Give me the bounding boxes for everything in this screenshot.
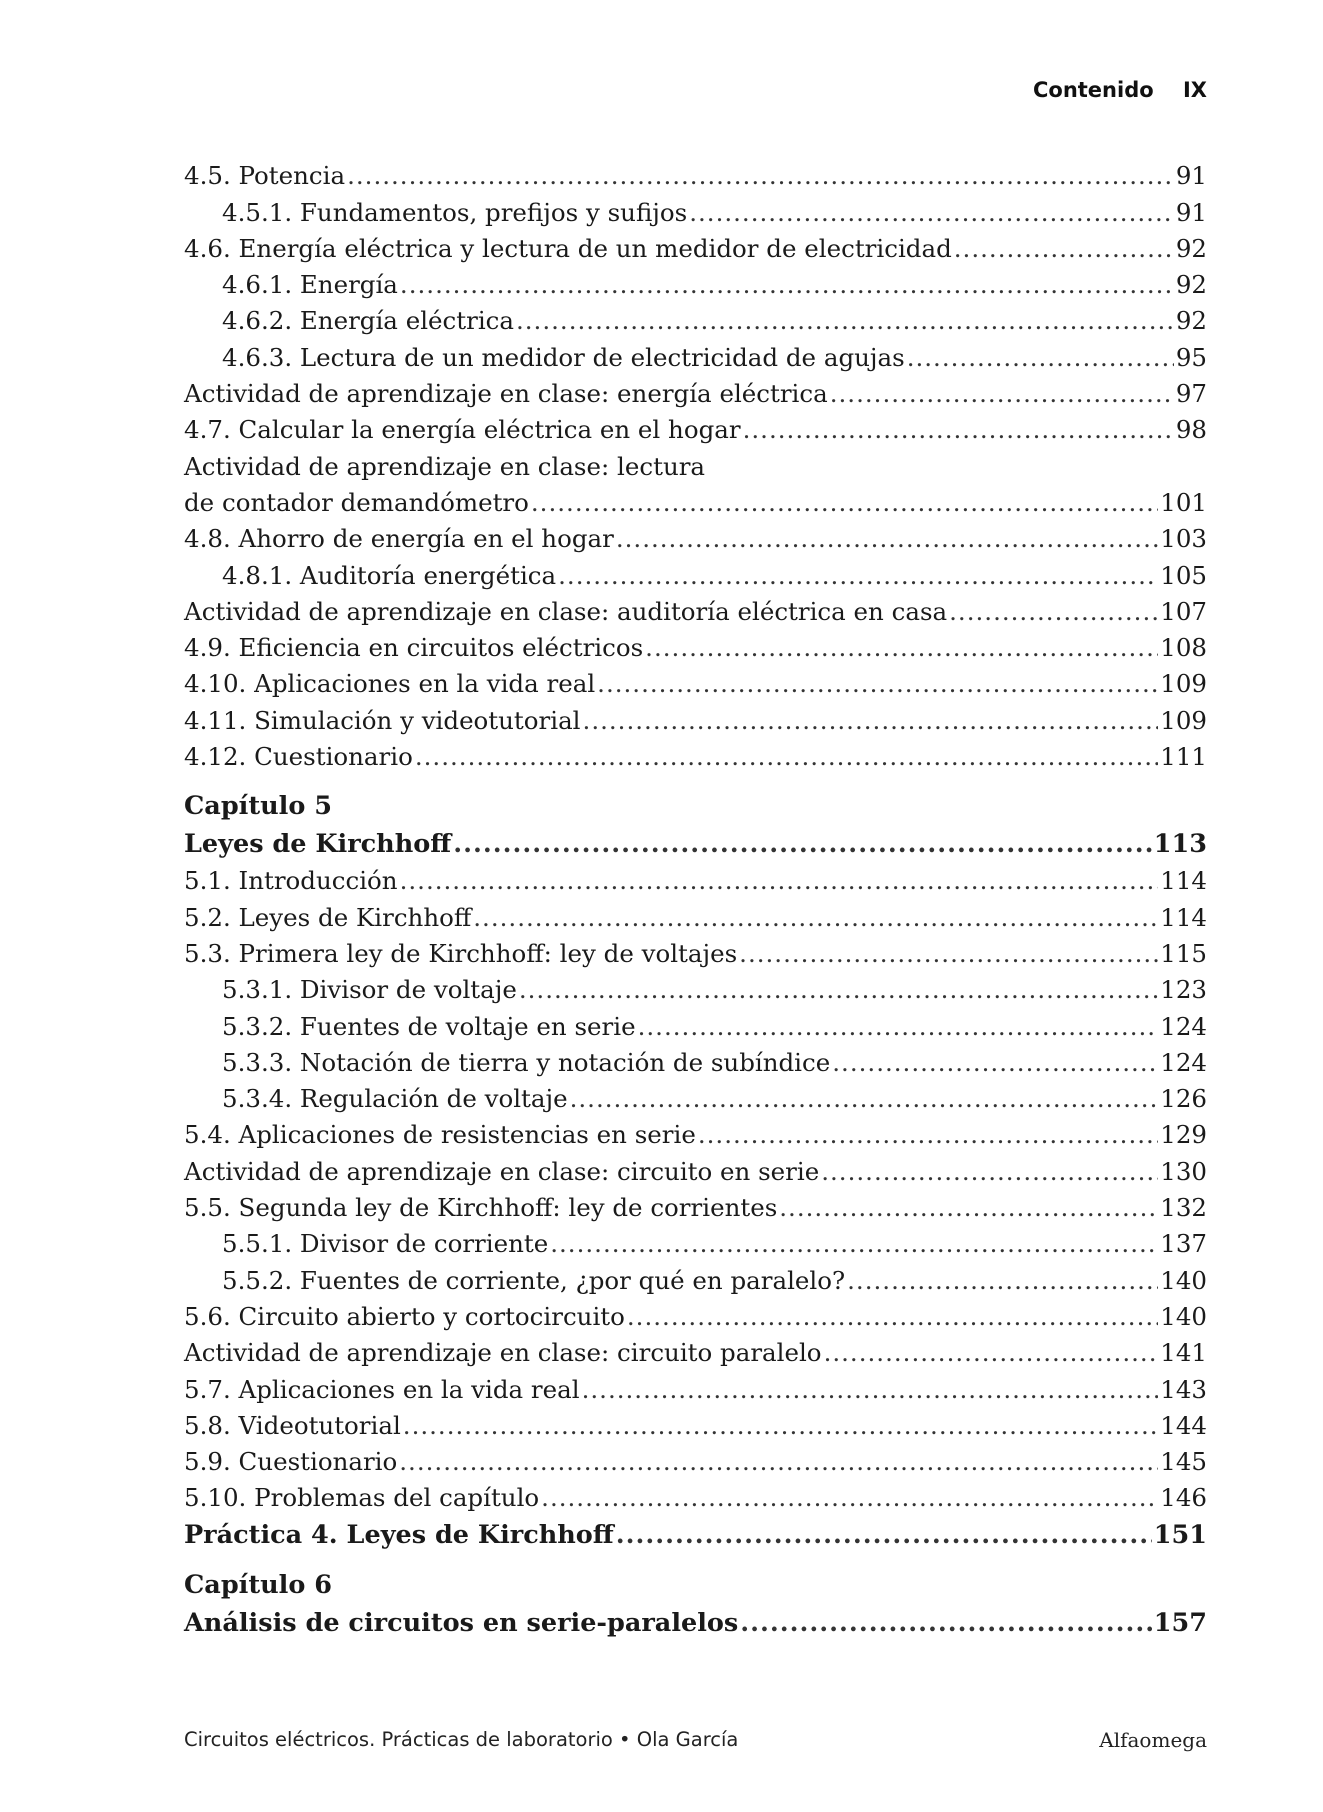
toc-entry[interactable] [184, 821, 1207, 859]
dot-leader [415, 742, 1158, 771]
toc-entry-title: Actividad de aprendizaje en clase: circuito en serie [184, 1156, 820, 1186]
toc-entry-title: 5.5. Segunda ley de Kirchhoff: ley de corrientes [184, 1193, 778, 1223]
toc-entry[interactable] [184, 190, 1207, 226]
toc-entry-title: 5.2. Leyes de Kirchhoff [184, 902, 472, 932]
dot-leader [824, 1338, 1159, 1367]
toc-entry[interactable] [184, 932, 1207, 968]
dot-leader [627, 1302, 1158, 1331]
toc-entry[interactable] [184, 590, 1207, 626]
toc-entry-title: 5.6. Circuito abierto y cortocircuito [184, 1301, 625, 1331]
toc-entry-title: 5.3.4. Regulación de voltaje [222, 1084, 568, 1114]
toc-entry[interactable] [184, 1476, 1207, 1512]
toc-entry[interactable] [184, 263, 1207, 299]
toc-entry-title: Actividad de aprendizaje en clase: circuito paralelo [184, 1338, 822, 1368]
toc-page-number: 144 [1160, 1410, 1207, 1440]
chapter-heading: Capítulo 6 [184, 1570, 332, 1601]
running-header [1033, 78, 1207, 102]
toc-entry-title: 4.8.1. Auditoría energética [222, 560, 557, 590]
dot-leader [519, 975, 1158, 1004]
toc-entry[interactable] [184, 517, 1207, 553]
toc-entry-title: 4.12. Cuestionario [184, 742, 413, 772]
toc-entry-title: de contador demandómetro [184, 487, 529, 517]
toc-entry[interactable] [184, 1077, 1207, 1113]
toc-entry-title: Actividad de aprendizaje en clase: auditoría eléctrica en casa [184, 596, 948, 626]
header-title: Contenido [1032, 78, 1154, 102]
toc-entry-title: 5.1. Introducción [184, 866, 398, 896]
toc-page-number: 95 [1175, 342, 1207, 372]
toc-entry[interactable] [184, 1004, 1207, 1040]
dot-leader [616, 524, 1158, 553]
toc-page-number: 140 [1160, 1265, 1207, 1295]
toc-page-number: 143 [1160, 1374, 1207, 1404]
dot-leader [516, 306, 1174, 335]
footer-publisher: Alfaomega [1099, 1728, 1207, 1752]
toc-page-number: 157 [1153, 1608, 1207, 1639]
toc-entry-title: 4.6.1. Energía [222, 270, 398, 300]
toc-page-number: 92 [1175, 233, 1207, 263]
toc-entry[interactable] [184, 662, 1207, 698]
dot-leader [740, 1608, 1151, 1638]
dot-leader [347, 161, 1174, 190]
dot-leader [403, 1411, 1158, 1440]
toc-entry-title: 5.5.2. Fuentes de corriente, ¿por qué en paralelo? [222, 1265, 846, 1295]
dot-leader [821, 1157, 1158, 1186]
toc-entry-title: 4.8. Ahorro de energía en el hogar [184, 524, 614, 554]
toc-entry-title: 4.6.3. Lectura de un medidor de electricidad de agujas [222, 342, 905, 372]
dot-leader [570, 1084, 1159, 1113]
footer-book-title: Circuitos eléctricos. Prácticas de laboratorio • Ola García [184, 1728, 739, 1751]
toc-page-number: 109 [1160, 669, 1207, 699]
toc-page-number: 108 [1160, 633, 1207, 663]
dot-leader [582, 1375, 1159, 1404]
chapter-gap [184, 1550, 1207, 1562]
toc-page-number: 145 [1160, 1447, 1207, 1477]
toc-entry[interactable] [184, 1295, 1207, 1331]
toc-page-number: 140 [1160, 1301, 1207, 1331]
dot-leader [616, 1520, 1152, 1550]
dot-leader [832, 1048, 1158, 1077]
dot-leader [954, 234, 1174, 263]
toc-entry[interactable] [184, 1367, 1207, 1403]
toc-entry[interactable] [184, 1041, 1207, 1077]
toc-page-number: 103 [1160, 524, 1207, 554]
dot-leader [638, 1012, 1159, 1041]
toc-entry[interactable] [184, 372, 1207, 408]
toc-entry[interactable] [184, 968, 1207, 1004]
toc-entry-title: 4.11. Simulación y videotutorial [184, 705, 581, 735]
dot-leader [583, 706, 1159, 735]
toc-entry-title: Actividad de aprendizaje en clase: lectura [184, 451, 706, 481]
dot-leader [689, 198, 1174, 227]
toc-entry-title: 5.10. Problemas del capítulo [184, 1483, 540, 1513]
toc-page-number: 101 [1160, 487, 1207, 517]
dot-leader [698, 1120, 1158, 1149]
dot-leader [400, 866, 1159, 895]
toc-entry[interactable] [184, 335, 1207, 371]
toc-entry-title: 5.7. Aplicaciones en la vida real [184, 1374, 580, 1404]
toc-page-number: 129 [1160, 1120, 1207, 1150]
toc-page-number: 151 [1153, 1520, 1207, 1551]
toc-entry[interactable] [184, 1331, 1207, 1367]
toc-entry[interactable] [184, 1404, 1207, 1440]
toc-entry[interactable] [184, 698, 1207, 734]
toc-page-number: 111 [1160, 742, 1207, 772]
toc-entry-title: Práctica 4. Leyes de Kirchhoff [184, 1520, 614, 1551]
dot-leader [830, 379, 1174, 408]
toc-entry-title: 5.4. Aplicaciones de resistencias en serie [184, 1120, 696, 1150]
toc-page-number: 105 [1160, 560, 1207, 590]
toc-page-number: 107 [1160, 596, 1207, 626]
toc-entry-title: 5.8. Videotutorial [184, 1410, 401, 1440]
toc-page-number: 115 [1160, 938, 1207, 968]
toc-entry-title: Actividad de aprendizaje en clase: energía eléctrica [184, 379, 828, 409]
toc-entry-title: 5.5.1. Divisor de corriente [222, 1229, 549, 1259]
toc-page-number: 109 [1160, 705, 1207, 735]
dot-leader [949, 597, 1158, 626]
toc-entry-title: 4.7. Calcular la energía eléctrica en el hogar [184, 415, 741, 445]
toc-entry[interactable] [184, 1149, 1207, 1185]
toc-entry-title: 5.3.1. Divisor de voltaje [222, 975, 517, 1005]
toc-entry-title: 4.5.1. Fundamentos, prefijos y sufijos [222, 197, 688, 227]
toc-page-number: 98 [1175, 415, 1207, 445]
toc-entry[interactable] [184, 553, 1207, 589]
dot-leader [550, 1229, 1158, 1258]
toc-entry[interactable] [184, 626, 1207, 662]
dot-leader [473, 903, 1158, 932]
toc-page-number: 146 [1160, 1483, 1207, 1513]
toc-page-number: 92 [1175, 270, 1207, 300]
toc-page-number: 114 [1160, 866, 1207, 896]
toc-page-number: 137 [1160, 1229, 1207, 1259]
toc-page-number: 97 [1175, 379, 1207, 409]
dot-leader [558, 561, 1158, 590]
chapter-gap [184, 771, 1207, 783]
dot-leader [739, 939, 1158, 968]
toc-entry[interactable] [184, 444, 1207, 480]
toc-page-number: 124 [1160, 1047, 1207, 1077]
toc-entry-title: 5.3. Primera ley de Kirchhoff: ley de voltajes [184, 938, 738, 968]
dot-leader [541, 1483, 1158, 1512]
toc-page-number: 123 [1160, 975, 1207, 1005]
toc-entry[interactable] [184, 1222, 1207, 1258]
toc-entry-title: 5.9. Cuestionario [184, 1447, 398, 1477]
toc-page-number: 91 [1175, 161, 1207, 191]
toc-entry-title: Análisis de circuitos en serie-paralelos [184, 1608, 739, 1639]
toc-entry-title: 5.3.2. Fuentes de voltaje en serie [222, 1011, 636, 1041]
dot-leader [645, 633, 1158, 662]
dot-leader [399, 1447, 1158, 1476]
toc-page-number: 114 [1160, 902, 1207, 932]
toc-entry-title: 4.6.2. Energía eléctrica [222, 306, 514, 336]
dot-leader [531, 488, 1158, 517]
toc-page-number: 141 [1160, 1338, 1207, 1368]
toc-entry[interactable] [184, 154, 1207, 190]
header-page-number: IX [1182, 78, 1207, 102]
dot-leader [597, 669, 1158, 698]
dot-leader [779, 1193, 1158, 1222]
toc-entry[interactable] [184, 735, 1207, 771]
toc-page-number: 113 [1153, 829, 1207, 860]
toc-entry[interactable] [184, 299, 1207, 335]
toc-page-number: 92 [1175, 306, 1207, 336]
toc-entry[interactable] [184, 1258, 1207, 1294]
toc-entry[interactable] [184, 1440, 1207, 1476]
toc-entry[interactable] [184, 481, 1207, 517]
toc-entry[interactable] [184, 408, 1207, 444]
toc-page-number: 124 [1160, 1011, 1207, 1041]
dot-leader [453, 829, 1152, 859]
table-of-contents [184, 154, 1207, 1638]
toc-entry[interactable] [184, 1186, 1207, 1222]
toc-entry-title: 4.5. Potencia [184, 161, 346, 191]
dot-leader [847, 1266, 1158, 1295]
toc-page-number: 132 [1160, 1193, 1207, 1223]
toc-page-number: 91 [1175, 197, 1207, 227]
toc-entry-title: 5.3.3. Notación de tierra y notación de subíndice [222, 1047, 831, 1077]
toc-entry[interactable] [184, 1600, 1207, 1638]
dot-leader [743, 415, 1174, 444]
toc-entry-title: 4.9. Eficiencia en circuitos eléctricos [184, 633, 644, 663]
dot-leader [400, 270, 1174, 299]
toc-page-number: 130 [1160, 1156, 1207, 1186]
chapter-heading: Capítulo 5 [184, 791, 332, 822]
toc-entry[interactable] [184, 1113, 1207, 1149]
toc-page-number: 126 [1160, 1084, 1207, 1114]
toc-entry-title: 4.10. Aplicaciones en la vida real [184, 669, 596, 699]
toc-entry-title: Leyes de Kirchhoff [184, 829, 452, 860]
toc-entry[interactable] [184, 859, 1207, 895]
toc-entry[interactable] [184, 895, 1207, 931]
toc-entry[interactable] [184, 1512, 1207, 1550]
toc-entry[interactable] [184, 227, 1207, 263]
toc-entry-title: 4.6. Energía eléctrica y lectura de un medidor de electricidad [184, 233, 952, 263]
dot-leader [907, 343, 1174, 372]
